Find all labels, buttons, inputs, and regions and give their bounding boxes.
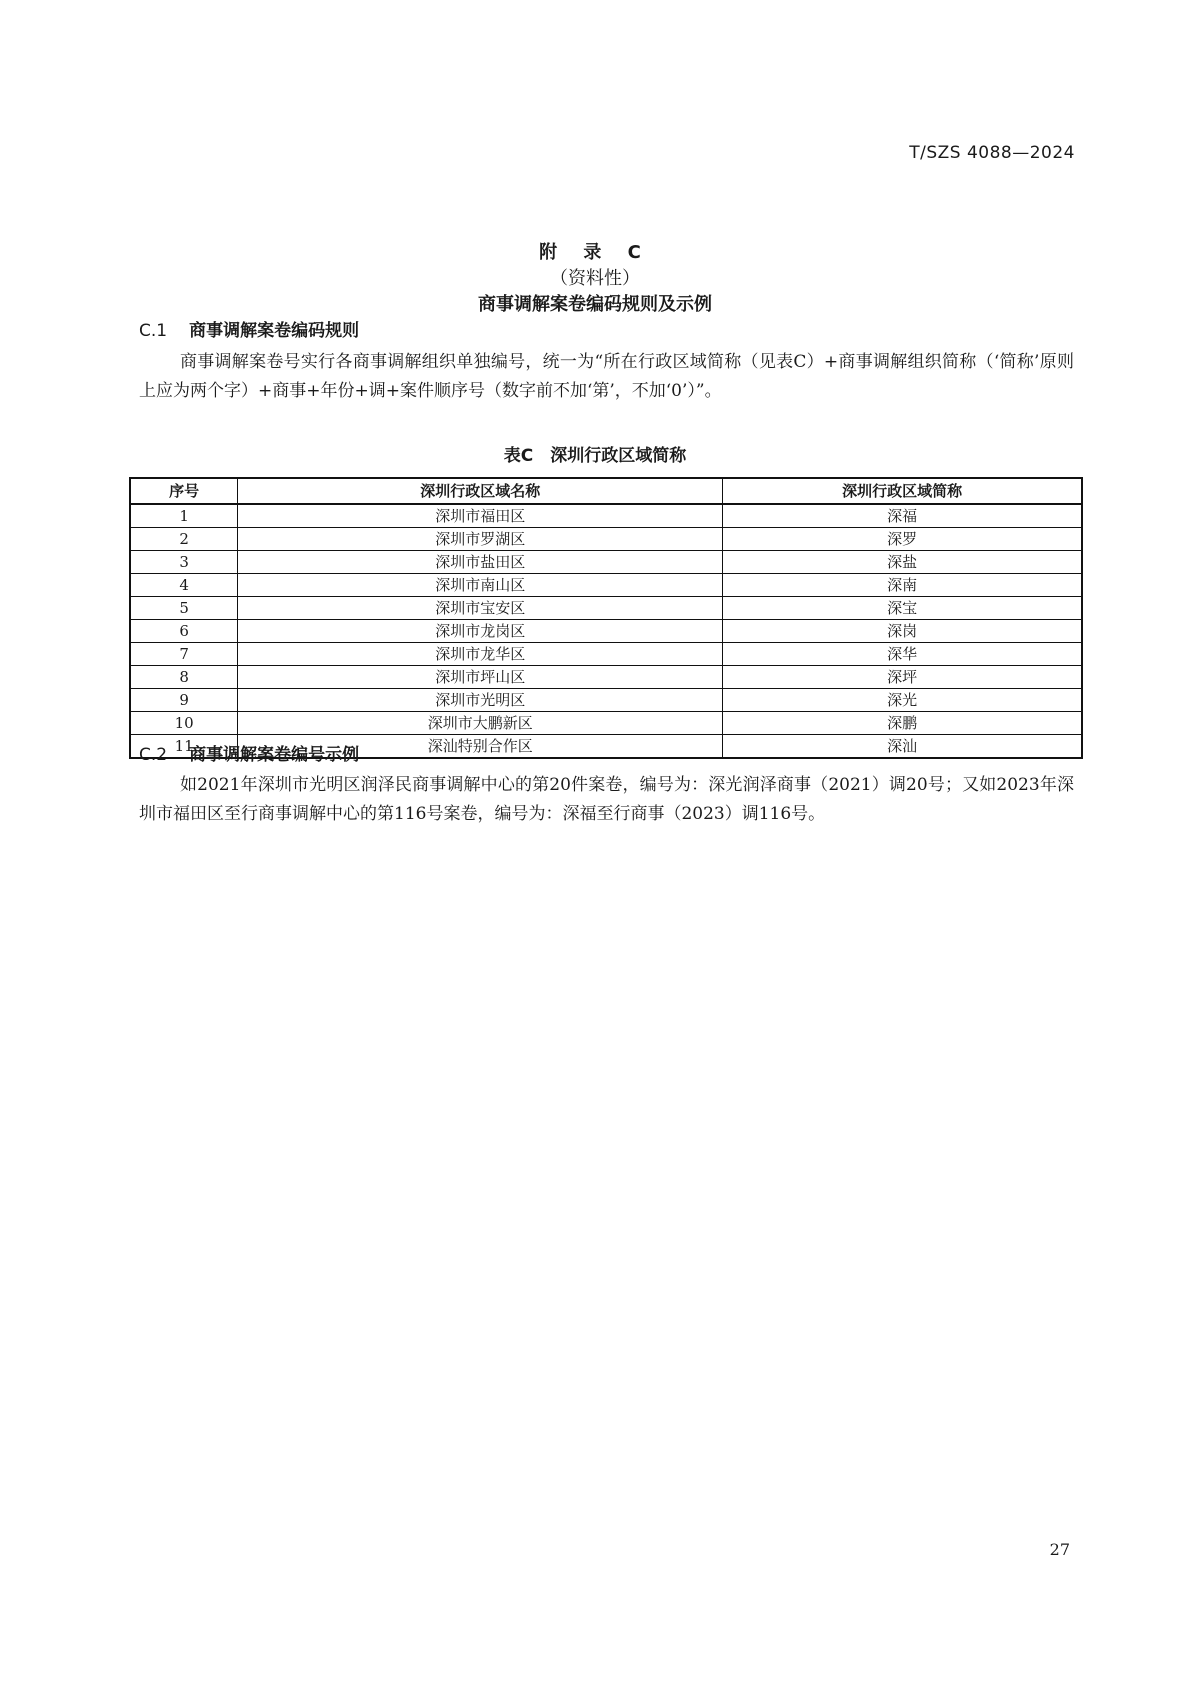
cell-region-name: 深圳市宝安区	[238, 597, 723, 620]
cell-region-name: 深圳市大鹏新区	[238, 712, 723, 735]
table-row	[130, 574, 1082, 597]
cell-serial: 4	[130, 574, 238, 597]
document-code: T/SZS 4088—2024	[909, 143, 1075, 163]
cell-region-name: 深圳市龙华区	[238, 643, 723, 666]
table-row	[130, 666, 1082, 689]
cell-region-abbr: 深岗	[723, 620, 1082, 643]
appendix-label: 附 录 C	[539, 242, 651, 263]
appendix-title-block	[0, 240, 1190, 318]
cell-serial: 5	[130, 597, 238, 620]
table-row	[130, 689, 1082, 712]
appendix-title: 商事调解案卷编码规则及示例	[478, 294, 712, 315]
table-row	[130, 620, 1082, 643]
header-region-abbr: 深圳行政区域简称	[723, 478, 1082, 504]
cell-serial: 2	[130, 528, 238, 551]
section-c1-number: C.1	[139, 321, 168, 341]
cell-region-abbr: 深华	[723, 643, 1082, 666]
table-header-row	[130, 478, 1082, 504]
cell-region-name: 深圳市龙岗区	[238, 620, 723, 643]
cell-region-name: 深圳市坪山区	[238, 666, 723, 689]
table-body	[130, 504, 1082, 758]
header-serial: 序号	[130, 478, 238, 504]
section-c1-title: 商事调解案卷编码规则	[189, 321, 360, 341]
table-row	[130, 597, 1082, 620]
cell-serial: 8	[130, 666, 238, 689]
cell-serial: 7	[130, 643, 238, 666]
cell-region-name: 深圳市南山区	[238, 574, 723, 597]
region-abbreviation-table	[129, 477, 1083, 759]
cell-region-abbr: 深汕	[723, 735, 1082, 759]
appendix-nature: （资料性）	[550, 268, 640, 289]
header-region-name: 深圳行政区域名称	[238, 478, 723, 504]
cell-serial: 6	[130, 620, 238, 643]
table-row	[130, 551, 1082, 574]
cell-serial: 1	[130, 504, 238, 528]
section-c2-heading	[139, 740, 359, 765]
cell-region-abbr: 深鹏	[723, 712, 1082, 735]
page-number: 27	[1049, 1540, 1070, 1559]
cell-serial: 3	[130, 551, 238, 574]
cell-serial: 11	[130, 735, 238, 759]
section-c2-paragraph: 如2021年深圳市光明区润泽民商事调解中心的第20件案卷，编号为：深光润泽商事（2021）调20号；又如2023年深圳市福田区至行商事调解中心的第116号案卷，编号为：深福至行商事（2023）调116号。	[139, 775, 1074, 824]
table-caption: 表C 深圳行政区域简称	[503, 446, 687, 466]
cell-region-abbr: 深盐	[723, 551, 1082, 574]
table-row	[130, 528, 1082, 551]
cell-serial: 9	[130, 689, 238, 712]
cell-region-abbr: 深罗	[723, 528, 1082, 551]
cell-region-abbr: 深南	[723, 574, 1082, 597]
section-c1-heading	[139, 316, 359, 341]
table-row	[130, 504, 1082, 528]
cell-region-abbr: 深福	[723, 504, 1082, 528]
section-c1-paragraph: 商事调解案卷号实行各商事调解组织单独编号，统一为“所在行政区域简称（见表C）+商事调解组织简称（‘简称’原则上应为两个字）+商事+年份+调+案件顺序号（数字前不加‘第’，不加‘0’）”。	[139, 352, 1074, 401]
table-row	[130, 643, 1082, 666]
cell-region-name: 深圳市罗湖区	[238, 528, 723, 551]
cell-region-abbr: 深宝	[723, 597, 1082, 620]
cell-region-name: 深圳市光明区	[238, 689, 723, 712]
table-row	[130, 712, 1082, 735]
section-c2-title: 商事调解案卷编号示例	[189, 745, 360, 765]
cell-region-abbr: 深光	[723, 689, 1082, 712]
cell-region-name: 深圳市盐田区	[238, 551, 723, 574]
cell-region-abbr: 深坪	[723, 666, 1082, 689]
cell-region-name: 深圳市福田区	[238, 504, 723, 528]
section-c2-number: C.2	[139, 745, 168, 765]
cell-region-name: 深汕特别合作区	[238, 735, 723, 759]
cell-serial: 10	[130, 712, 238, 735]
